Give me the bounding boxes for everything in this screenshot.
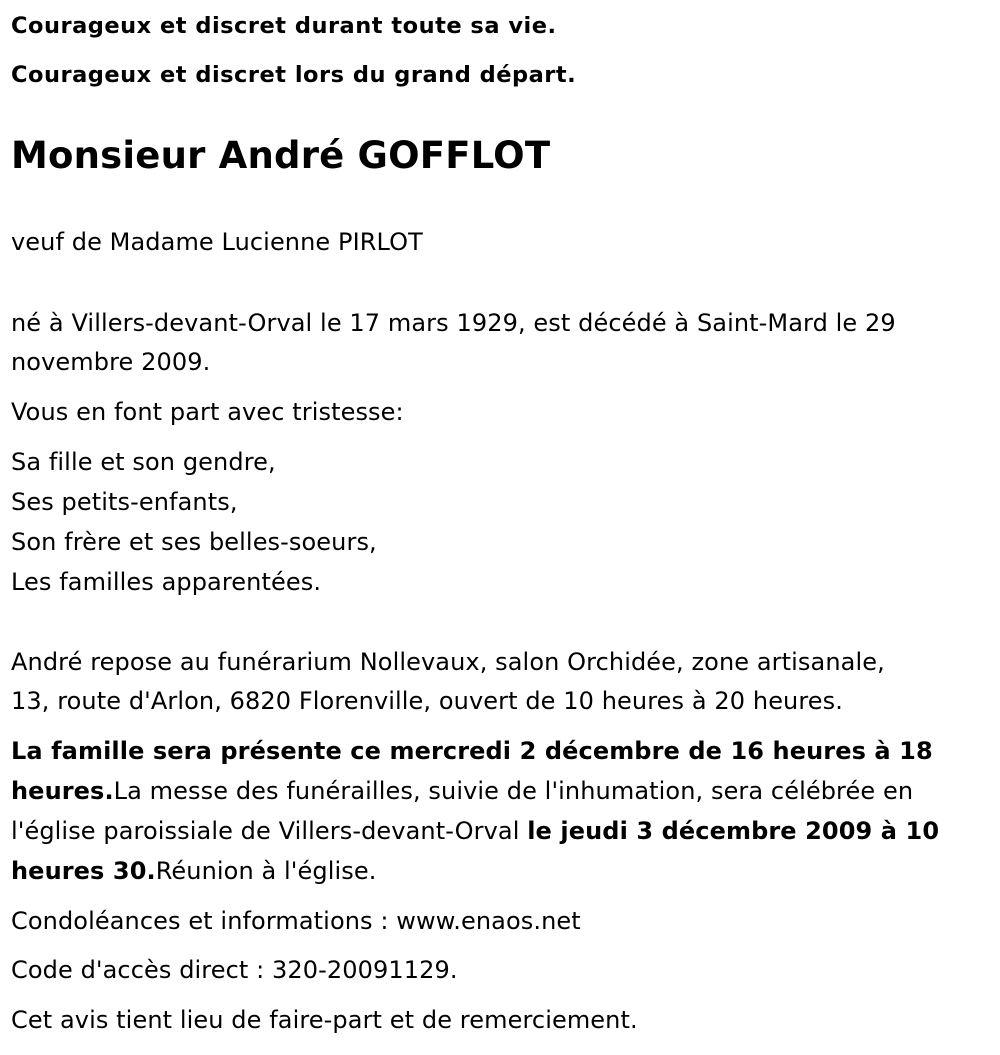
funeral-line-4 [11, 856, 376, 886]
access-code: Code d'accès direct : 320-20091129. [11, 956, 458, 984]
funeral-line-3 [11, 816, 939, 846]
family-member: Ses petits-enfants, [11, 488, 238, 516]
birth-death-line-2: novembre 2009. [11, 348, 211, 376]
funeral-meeting-text: Réunion à l'église. [155, 857, 377, 885]
closing-note: Cet avis tient lieu de faire-part et de remerciement. [11, 1006, 638, 1034]
funeral-date: le jeudi 3 décembre 2009 à 10 [527, 817, 940, 845]
widow-of: veuf de Madame Lucienne PIRLOT [11, 228, 423, 256]
family-member: Les familles apparentées. [11, 568, 322, 596]
repose-line-2: 13, route d'Arlon, 6820 Florenville, ouvert de 10 heures à 20 heures. [11, 687, 844, 715]
repose-line-1: André repose au funérarium Nollevaux, salon Orchidée, zone artisanale, [11, 648, 885, 676]
deceased-name: Monsieur André GOFFLOT [11, 134, 551, 177]
funeral-mass-text: La messe des funérailles, suivie de l'inhumation, sera célébrée en [113, 777, 914, 805]
funeral-family-presence-end: heures. [11, 777, 114, 805]
family-member: Sa fille et son gendre, [11, 448, 276, 476]
funeral-line-2 [11, 776, 913, 806]
funeral-family-presence: La famille sera présente ce mercredi 2 décembre de 16 heures à 18 [11, 737, 933, 765]
announcement: Vous en font part avec tristesse: [11, 398, 404, 426]
motto-line-2: Courageux et discret lors du grand départ. [11, 62, 577, 88]
funeral-time: heures 30. [11, 857, 156, 885]
condolences-info: Condoléances et informations : www.enaos.net [11, 907, 581, 935]
funeral-church-text: l'église paroissiale de Villers-devant-Orval [11, 817, 528, 845]
birth-death-line-1: né à Villers-devant-Orval le 17 mars 1929, est décédé à Saint-Mard le 29 [11, 309, 896, 337]
funeral-line-1 [11, 736, 933, 766]
family-member: Son frère et ses belles-soeurs, [11, 528, 377, 556]
motto-line-1: Courageux et discret durant toute sa vie. [11, 13, 557, 39]
